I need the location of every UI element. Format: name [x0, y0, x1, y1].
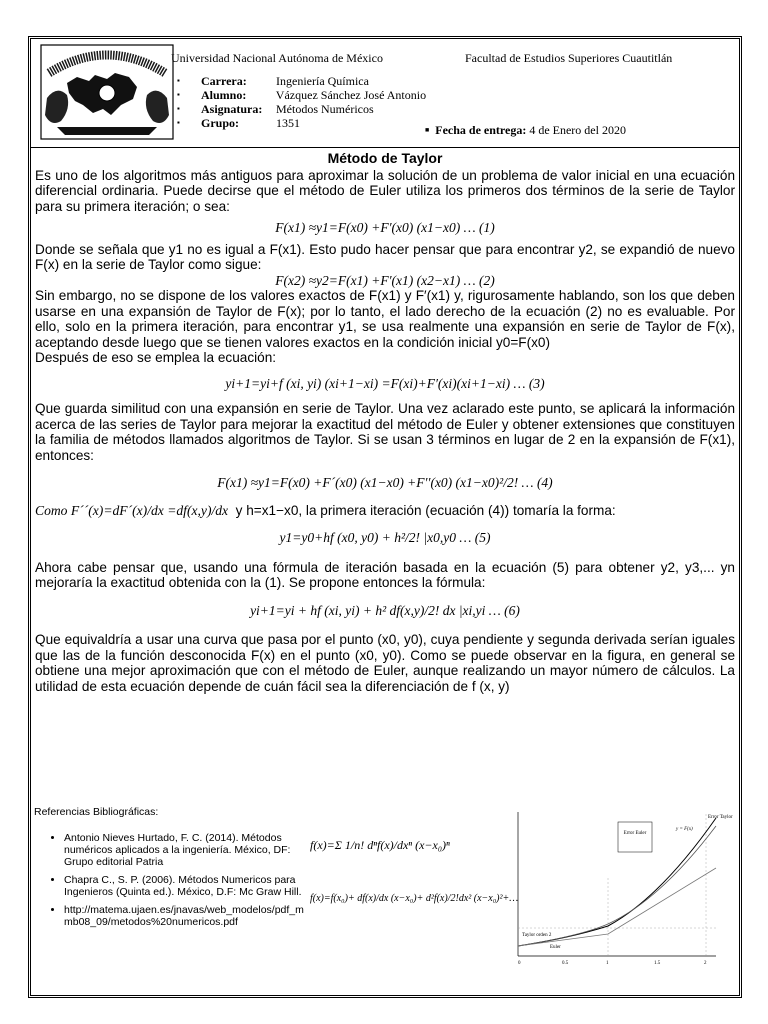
paragraph-3b: Después de eso se emplea la ecuación:: [35, 350, 277, 365]
taylor-euler-figure: [510, 808, 733, 968]
references-title: Referencias Bibliográficas:: [34, 806, 159, 818]
paragraph-6: Ahora cabe pensar que, usando una fórmula de iteración basada en la ecuación (5) para obtener y2, y3,... yn mejoraría la exactitud obtenida con la (1). Se propone entonces la fórmula:: [35, 559, 735, 590]
equation-3: yi+1=yi+f (xi, yi) (xi+1−xi) =F(xi)+F′(xi)(xi+1−xi) … (3): [225, 375, 545, 391]
references: [34, 806, 304, 934]
page-title: Método de Taylor: [327, 150, 443, 166]
label-euler: Euler: [550, 945, 561, 950]
info-row-carrera: ▪ Carrera: Ingeniería Química: [171, 74, 426, 88]
equation-2: F(x2) ≈y2=F(x1) +F′(x1) (x2−x1) … (2): [275, 272, 495, 288]
taylor-series-expanded: f(x)=f(x₀)+ df(x)/dx (x−x₀)+ d²f(x)/2!dx² (x−x₀)²+…: [310, 893, 519, 904]
paragraph-4: Que guarda similitud con una expansión en serie de Taylor. Una vez aclarado este punto, se aplicará la información acerca de las series de Taylor para mejorar la exactitud del método de Euler y obtener extensiones que constituyen la familia de métodos llamados algoritmos de Taylor. Si se usan 3 términos en lugar de 2 en la expansión de F(x1), entonces:: [35, 401, 735, 463]
due-date: ■ Fecha de entrega: 4 de Enero del 2020: [425, 123, 626, 138]
paragraph-1: Es uno de los algoritmos más antiguos para aproximar la solución de un problema de valor inicial en una ecuación diferencial ordinaria. Puede decirse que el método de Euler utiliza los primeros dos términos de la serie de Taylor para su primera iteración; o sea:: [35, 167, 735, 214]
reference-item: • http://matema.ujaen.es/jnavas/web_modelos/pdf_mmb08_09/metodos%20numericos.pdf: [64, 904, 304, 928]
main-content: [35, 151, 735, 694]
label-error-euler: Error Euler: [623, 831, 647, 836]
university-name: Universidad Nacional Autónoma de México: [171, 51, 383, 65]
taylor-series-formulas: [310, 832, 519, 942]
equation-4: F(x1) ≈y1=F(x0) +F´(x0) (x1−x0) +F′′(x0) (x1−x0)²/2! … (4): [217, 475, 553, 490]
tick-label: 1.5: [654, 961, 661, 966]
info-row-grupo: ▪ Grupo: 1351: [171, 116, 426, 130]
tick-label: 0.5: [562, 961, 569, 966]
unam-seal-logo: [37, 43, 177, 141]
info-row-alumno: ▪ Alumno: Vázquez Sánchez José Antonio: [171, 88, 426, 102]
reference-item: • Chapra C., S. P. (2006). Métodos Numericos para Ingenieros (Quinta ed.). México, D.F: Mc Graw Hill.: [64, 874, 304, 898]
info-row-asignatura: ▪ Asignatura: Métodos Numéricos: [171, 102, 426, 116]
student-info: [171, 74, 426, 130]
faculty-name: Facultad de Estudios Superiores Cuautitlán: [465, 51, 673, 65]
label-error-taylor: Error Taylor: [708, 815, 733, 820]
paragraph-5: [35, 503, 735, 519]
inline-formula: Como F´´(x)=dF´(x)/dx =df(x,y)/dx: [35, 502, 229, 518]
equation-5: y1=y0+hf (x0, y0) + h²/2! |x0,y0 … (5): [279, 530, 491, 545]
label-yfx: y = F(x): [676, 827, 693, 832]
paragraph-3: Sin embargo, no se dispone de los valores exactos de F(x1) y F′(x1) y, rigurosamente hablando, son los que deben usarse en una expansión de Taylor de F(x); por lo tanto, el lado derecho de la ecuación (2) no es evaluable. Por ello, solo en la primera iteración, para encontrar y1, se usa realmente una expansión en serie de Taylor de F(x), aceptando desde luego que se tienen valores exactos en la condición inicial y0=F(x0): [35, 288, 735, 350]
header: [31, 39, 739, 148]
tick-label: 2: [704, 961, 707, 966]
tick-label: 1: [606, 961, 609, 966]
paragraph-7: Que equivaldría a usar una curva que pasa por el punto (x0, y0), cuya pendiente y segunda derivada serían iguales que las de la función desconocida F(x) en el punto (x0, y0). Como se puede observar en la figura, en general se obtiene una mejor aproximación que con el método de Euler, aunque realizando un mayor número de cálculos. La utilidad de esta ecuación depende de cuán fácil sea la diferenciación de f (x, y): [35, 632, 735, 694]
equation-1: F(x1) ≈y1=F(x0) +F′(x0) (x1−x0) … (1): [275, 220, 495, 235]
taylor-series-general: f(x)=Σ 1/n! dⁿf(x)/dxⁿ (x−x₀)ⁿ: [310, 838, 450, 852]
paragraph-2: Donde se señala que y1 no es igual a F(x1). Esto pudo hacer pensar que para encontrar y2, se expandió de nuevo F(x) en la serie de Taylor como sigue:: [35, 241, 735, 272]
equation-6: yi+1=yi + hf (xi, yi) + h² df(x,y)/2! dx |xi,yi … (6): [250, 602, 520, 618]
reference-item: • Antonio Nieves Hurtado, F. C. (2014). Métodos numéricos aplicados a la ingeniería. México, DF: Grupo editorial Patria: [64, 832, 304, 868]
paragraph-5-text: y h=x1−x0, la primera iteración (ecuación (4)) tomaría la forma:: [235, 502, 616, 518]
tick-label: 0: [518, 961, 521, 966]
label-taylor-order-2: Taylor orden 2: [522, 933, 552, 938]
references-list: [34, 832, 304, 928]
